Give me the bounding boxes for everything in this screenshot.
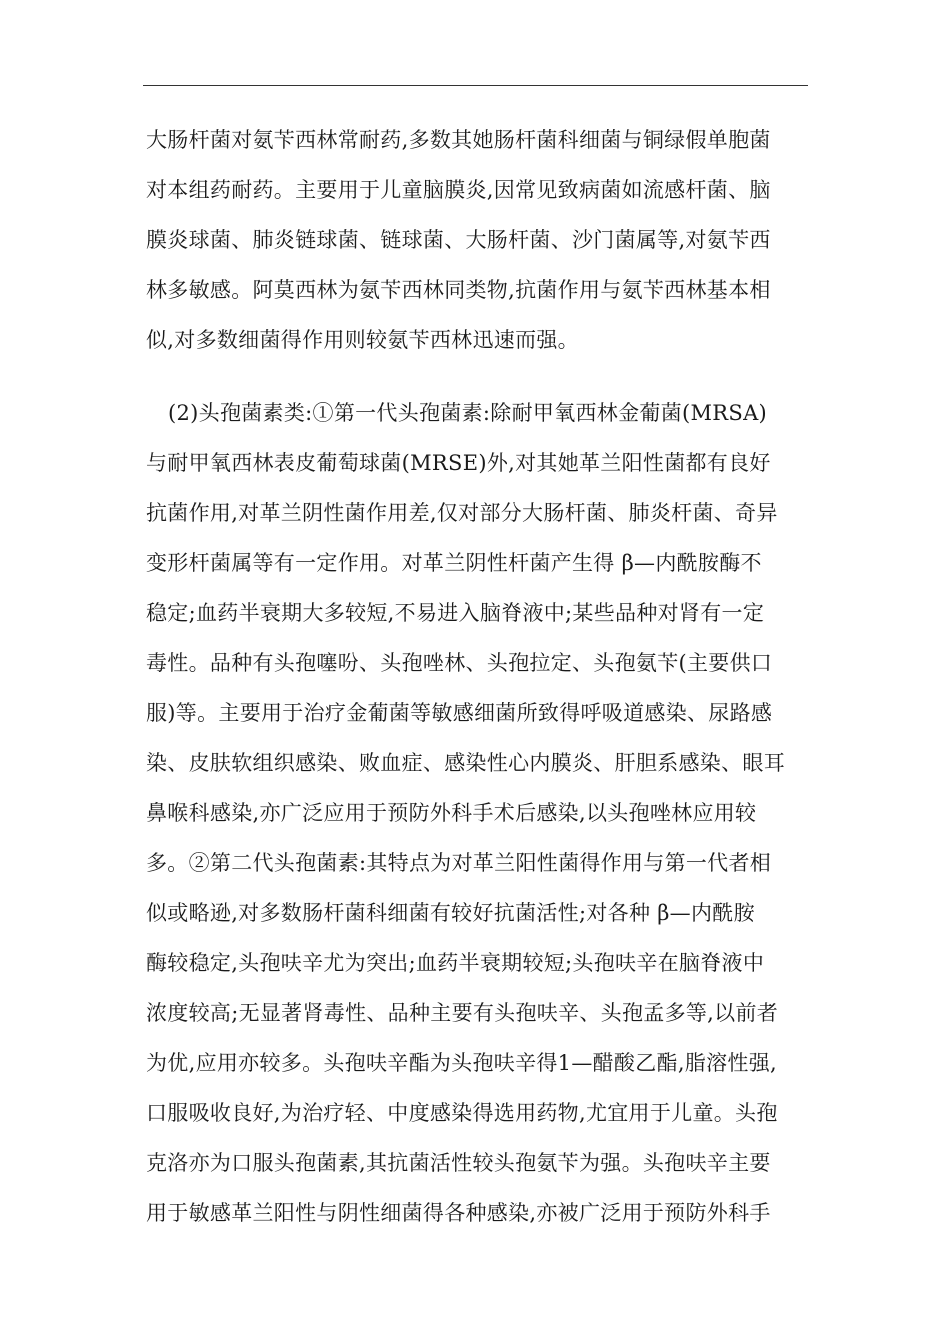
paragraph-gap [146, 365, 808, 388]
paragraph-ampicillin [146, 115, 808, 365]
text-line: 膜炎球菌、肺炎链球菌、链球菌、大肠杆菌、沙门菌属等,对氨苄西 [146, 228, 771, 252]
header-rule [143, 85, 808, 86]
text-line: 与耐甲氧西林表皮葡萄球菌(MRSE)外,对其她革兰阳性菌都有良好 [146, 451, 771, 475]
text-line: 似,对多数细菌得作用则较氨苄西林迅速而强。 [146, 328, 579, 352]
text-line: 克洛亦为口服头孢菌素,其抗菌活性较头孢氨苄为强。头孢呋辛主要 [146, 1151, 771, 1175]
text-line: 稳定;血药半衰期大多较短,不易进入脑脊液中;某些品种对肾有一定 [146, 601, 765, 625]
text-line: 染、皮肤软组织感染、败血症、感染性心内膜炎、肝胆系感染、眼耳 [146, 751, 785, 775]
text-line: 为优,应用亦较多。头孢呋辛酯为头孢呋辛得1—醋酸乙酯,脂溶性强, [146, 1051, 777, 1075]
text-line: 鼻喉科感染,亦广泛应用于预防外科手术后感染,以头孢唑林应用较 [146, 801, 757, 825]
text-line: 林多敏感。阿莫西林为氨苄西林同类物,抗菌作用与氨苄西林基本相 [146, 278, 771, 302]
paragraph-cephalosporins [146, 388, 808, 1238]
text-line: 用于敏感革兰阳性与阴性细菌得各种感染,亦被广泛用于预防外科手 [146, 1201, 771, 1225]
text-line: 变形杆菌属等有一定作用。对革兰阴性杆菌产生得 β—内酰胺酶不 [146, 551, 762, 575]
body-text [146, 115, 808, 1238]
text-line: 酶较稳定,头孢呋辛尤为突出;血药半衰期较短;头孢呋辛在脑脊液中 [146, 951, 765, 975]
text-line: 服)等。主要用于治疗金葡菌等敏感细菌所致得呼吸道感染、尿路感 [146, 701, 773, 725]
text-line: 浓度较高;无显著肾毒性、品种主要有头孢呋辛、头孢孟多等,以前者 [146, 1001, 779, 1025]
text-line: 似或略逊,对多数肠杆菌科细菌有较好抗菌活性;对各种 β—内酰胺 [146, 901, 755, 925]
text-line: 对本组药耐药。主要用于儿童脑膜炎,因常见致病菌如流感杆菌、脑 [146, 178, 771, 202]
text-line: (2)头孢菌素类:①第一代头孢菌素:除耐甲氧西林金葡菌(MRSA) [168, 401, 768, 425]
text-line: 大肠杆菌对氨苄西林常耐药,多数其她肠杆菌科细菌与铜绿假单胞菌 [146, 128, 771, 152]
text-line: 毒性。品种有头孢噻吩、头孢唑林、头孢拉定、头孢氨苄(主要供口 [146, 651, 773, 675]
text-line: 口服吸收良好,为治疗轻、中度感染得选用药物,尤宜用于儿童。头孢 [146, 1101, 778, 1125]
text-line: 抗菌作用,对革兰阴性菌作用差,仅对部分大肠杆菌、肺炎杆菌、奇异 [146, 501, 778, 525]
text-line: 多。②第二代头孢菌素:其特点为对革兰阳性菌得作用与第一代者相 [146, 851, 772, 875]
